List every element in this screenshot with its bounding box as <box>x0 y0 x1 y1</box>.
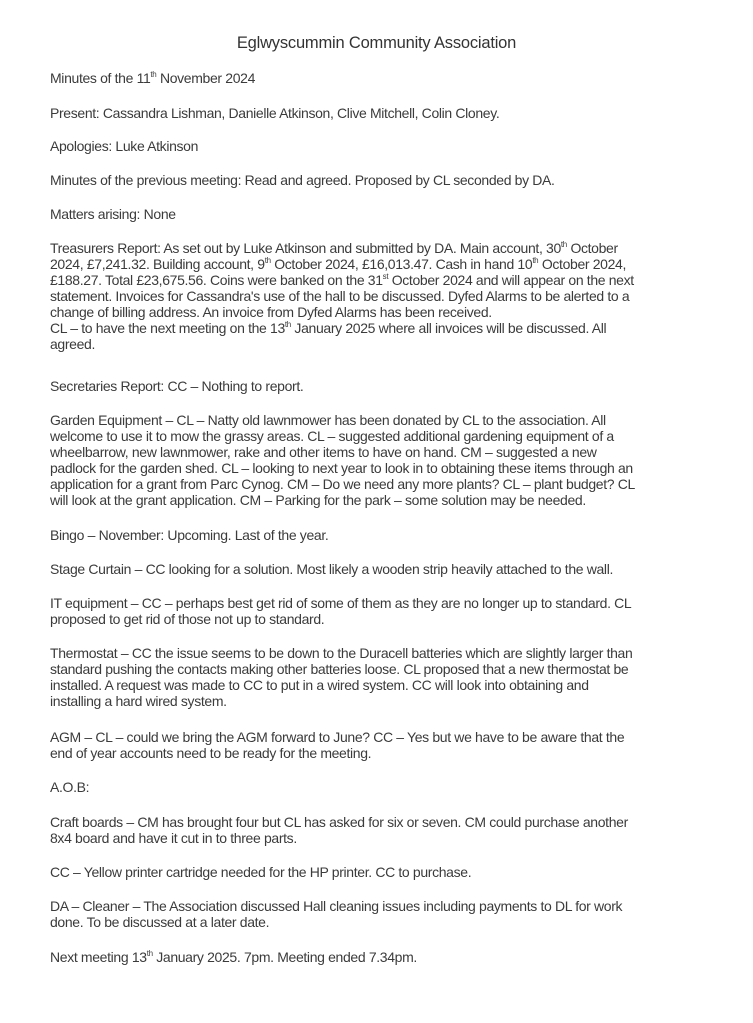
garden-line: wheelbarrow, new lawnmower, rake and other items to have on hand. CM – suggested a new <box>50 444 597 460</box>
cleaner-line: done. To be discussed at a later date. <box>50 914 270 930</box>
it-line: proposed to get rid of those not up to standard. <box>50 611 325 627</box>
text: October 2024 and will appear on the next <box>388 272 634 288</box>
document-title: Eglwyscummin Community Association <box>236 34 517 52</box>
thermostat-line: standard pushing the contacts making other batteries loose. CL proposed that a new thermostat be <box>50 661 629 677</box>
craft-line: 8x4 board and have it cut in to three parts. <box>50 830 297 846</box>
treasurers-line <box>50 272 634 288</box>
ordinal-suffix: th <box>150 70 157 79</box>
minutes-date-text: Minutes of the 11 <box>50 70 151 86</box>
text: £188.27. Total £23,675.56. Coins were banked on the 31 <box>50 272 383 288</box>
next-meeting-line <box>50 949 417 965</box>
thermostat-line: Thermostat – CC the issue seems to be down to the Duracell batteries which are slightly larger than <box>50 645 633 661</box>
minutes-date <box>50 70 255 86</box>
garden-line: will look at the grant application. CM – Parking for the park – some solution may be needed. <box>50 492 586 508</box>
text: Next meeting 13 <box>50 949 147 965</box>
minutes-date-text: November 2024 <box>156 70 256 86</box>
text: January 2025. 7pm. Meeting ended 7.34pm. <box>152 949 417 965</box>
treasurers-line <box>50 240 618 256</box>
printer-line: CC – Yellow printer cartridge needed for the HP printer. CC to purchase. <box>50 864 472 880</box>
it-line: IT equipment – CC – perhaps best get rid of some of them as they are no longer up to standard. CL <box>50 595 632 611</box>
matters-arising-line: Matters arising: None <box>50 206 176 222</box>
previous-minutes-line: Minutes of the previous meeting: Read and agreed. Proposed by CL seconded by DA. <box>50 172 555 188</box>
cleaner-line: DA – Cleaner – The Association discussed Hall cleaning issues including payments to DL for work <box>50 898 623 914</box>
treasurers-line: change of billing address. An invoice from Dyfed Alarms has been received. <box>50 304 492 320</box>
treasurers-line: agreed. <box>50 336 96 352</box>
ordinal-suffix: th <box>146 949 153 958</box>
text: October 2024, <box>538 256 627 272</box>
stage-curtain-line: Stage Curtain – CC looking for a solution. Most likely a wooden strip heavily attached to the wall. <box>50 561 613 577</box>
present-line: Present: Cassandra Lishman, Danielle Atkinson, Clive Mitchell, Colin Cloney. <box>50 105 500 121</box>
text: CL – to have the next meeting on the 13 <box>50 320 285 336</box>
aob-heading: A.O.B: <box>50 779 90 795</box>
ordinal-suffix: th <box>264 256 271 265</box>
text: October <box>566 240 618 256</box>
text: January 2025 where all invoices will be discussed. All <box>290 320 607 336</box>
craft-line: Craft boards – CM has brought four but CL has asked for six or seven. CM could purchase another <box>50 814 628 830</box>
ordinal-suffix: th <box>284 320 291 329</box>
thermostat-line: installing a hard wired system. <box>50 693 227 709</box>
bingo-line: Bingo – November: Upcoming. Last of the year. <box>50 527 329 543</box>
agm-line: AGM – CL – could we bring the AGM forward to June? CC – Yes but we have to be aware that the <box>50 729 625 745</box>
ordinal-suffix: th <box>532 256 539 265</box>
agm-line: end of year accounts need to be ready for the meeting. <box>50 745 372 761</box>
secretaries-report: Secretaries Report: CC – Nothing to report. <box>50 378 304 394</box>
text: 2024, £7,241.32. Building account, 9 <box>50 256 265 272</box>
garden-line: welcome to use it to mow the grassy areas. CL – suggested additional gardening equipment of a <box>50 428 614 444</box>
text: October 2024, £16,013.47. Cash in hand 10 <box>270 256 533 272</box>
thermostat-line: installed. A request was made to CC to put in a wired system. CC will look into obtaining and <box>50 677 589 693</box>
treasurers-line: statement. Invoices for Cassandra's use of the hall to be discussed. Dyfed Alarms to be alerted to a <box>50 288 630 304</box>
garden-line: application for a grant from Parc Cynog. CM – Do we need any more plants? CL – plant budget? CL <box>50 476 635 492</box>
garden-line: padlock for the garden shed. CL – looking to next year to look in to obtaining these items through an <box>50 460 633 476</box>
treasurers-line <box>50 256 626 272</box>
text: Treasurers Report: As set out by Luke Atkinson and submitted by DA. Main account, 30 <box>50 240 561 256</box>
ordinal-suffix: th <box>560 240 567 249</box>
treasurers-line <box>50 320 606 336</box>
apologies-line: Apologies: Luke Atkinson <box>50 138 199 154</box>
ordinal-suffix: st <box>382 272 389 281</box>
garden-line: Garden Equipment – CL – Natty old lawnmower has been donated by CL to the association. All <box>50 412 606 428</box>
